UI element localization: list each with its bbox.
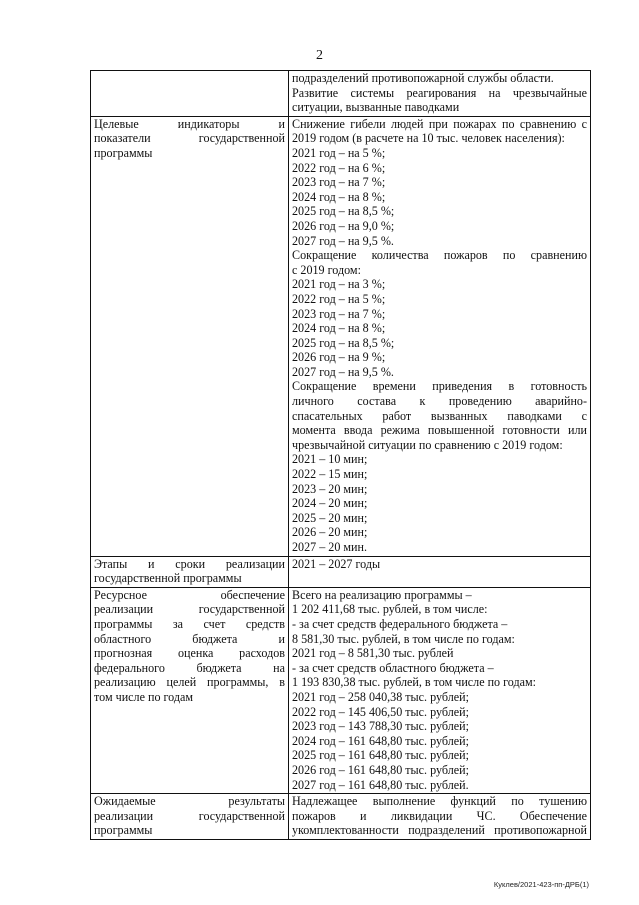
text-line: Ресурсное обеспечение	[94, 587, 285, 602]
text-line: 2026 год – 161 648,80 тыс. рублей;	[292, 762, 469, 777]
text-line: 2023 год – на 7 %;	[292, 306, 386, 321]
text-line: 2022 год – на 5 %;	[292, 291, 386, 306]
text-line: с 2019 годом:	[292, 262, 361, 277]
text-line: Сокращение количества пожаров по сравнению	[292, 248, 587, 263]
text-line: 2021 год – 258 040,38 тыс. рублей;	[292, 689, 469, 704]
text-line: 2021 год – на 5 %;	[292, 145, 386, 160]
text-line: Всего на реализацию программы –	[292, 587, 472, 602]
text-line: программы	[94, 823, 153, 838]
text-line: ситуации, вызванные паводками	[292, 100, 460, 115]
text-line: Целевые индикаторы и	[94, 116, 285, 131]
table-row	[91, 116, 591, 556]
table-row	[91, 794, 591, 840]
table-body	[91, 71, 591, 840]
text-line: Надлежащее выполнение функций по тушению	[292, 794, 587, 809]
text-line: 2026 – 20 мин;	[292, 525, 368, 540]
text-line: - за счет средств федерального бюджета –	[292, 616, 508, 631]
text-line: программы за счет средств	[94, 616, 285, 631]
text-line: 2026 год – на 9,0 %;	[292, 218, 395, 233]
table-row	[91, 587, 591, 793]
text-line: показатели государственной	[94, 131, 285, 146]
text-line: 2027 год – 161 648,80 тыс. рублей.	[292, 777, 469, 792]
text-line: 2024 год – на 8 %;	[292, 321, 386, 336]
text-line: 1 202 411,68 тыс. рублей, в том числе:	[292, 602, 488, 617]
row-label-cell	[91, 587, 289, 793]
text-line: 2021 год – на 3 %;	[292, 277, 386, 292]
text-line: - за счет средств областного бюджета –	[292, 660, 494, 675]
text-line: Этапы и сроки реализации	[94, 556, 285, 571]
text-line: 2024 – 20 мин;	[292, 496, 368, 511]
text-line: пожаров и ликвидации ЧС. Обеспечение	[292, 808, 587, 823]
text-line: областного бюджета и	[94, 631, 285, 646]
text-line: программы	[94, 145, 153, 160]
text-line: 2023 – 20 мин;	[292, 481, 368, 496]
text-line: 2019 годом (в расчете на 10 тыс. человек населения):	[292, 131, 565, 146]
text-line: 2022 – 15 мин;	[292, 467, 368, 482]
text-line: 2025 год – на 8,5 %;	[292, 204, 395, 219]
table-row	[91, 556, 591, 587]
text-line: реализацию целей программы, в	[94, 675, 285, 690]
row-value-cell	[289, 556, 591, 587]
text-line: Снижение гибели людей при пожарах по сравнению с	[292, 116, 587, 131]
text-line: 2021 – 10 мин;	[292, 452, 368, 467]
text-line: спасательных работ вызванных паводками с	[292, 408, 587, 423]
document-code: Куклев/2021-423-пп-ДРБ(1)	[493, 880, 589, 889]
row-label-cell	[91, 71, 289, 117]
text-line: 2027 год – на 9,5 %.	[292, 364, 394, 379]
text-line: реализации государственной	[94, 602, 285, 617]
text-line: 2023 год – 143 788,30 тыс. рублей;	[292, 719, 469, 734]
text-line: момента ввода режима повышенной готовности или	[292, 423, 587, 438]
text-line: Сокращение времени приведения в готовность	[292, 379, 587, 394]
text-line: государственной программы	[94, 571, 242, 586]
program-passport-table	[90, 70, 591, 840]
text-line: 2025 год – 161 648,80 тыс. рублей;	[292, 748, 469, 763]
row-label-cell	[91, 116, 289, 556]
text-line: 1 193 830,38 тыс. рублей, в том числе по годам:	[292, 675, 537, 690]
text-line: прогнозная оценка расходов	[94, 646, 285, 661]
text-line: 2025 год – на 8,5 %;	[292, 335, 395, 350]
text-line: 2023 год – на 7 %;	[292, 175, 386, 190]
text-line: 2021 – 2027 годы	[292, 556, 381, 571]
row-value-cell	[289, 116, 591, 556]
text-line: чрезвычайной ситуации по сравнению с 2019 годом:	[292, 437, 563, 452]
text-line: Развитие системы реагирования на чрезвычайные	[292, 85, 587, 100]
text-line: федерального бюджета на	[94, 660, 285, 675]
row-value-cell	[289, 71, 591, 117]
text-line: 2027 год – на 9,5 %.	[292, 233, 394, 248]
text-line: 2027 – 20 мин.	[292, 540, 368, 554]
text-line: 8 581,30 тыс. рублей, в том числе по годам:	[292, 631, 515, 646]
text-line: укомплектованности подразделений противопожарной	[292, 823, 587, 838]
text-line: 2024 год – 161 648,80 тыс. рублей;	[292, 733, 469, 748]
text-line: 2025 – 20 мин;	[292, 510, 368, 525]
text-line: реализации государственной	[94, 808, 285, 823]
page-number: 2	[316, 48, 323, 63]
text-line: том числе по годам	[94, 689, 194, 704]
text-line: 2022 год – 145 406,50 тыс. рублей;	[292, 704, 469, 719]
text-line: 2021 год – 8 581,30 тыс. рублей	[292, 646, 454, 661]
row-label-cell	[91, 556, 289, 587]
row-value-cell	[289, 794, 591, 840]
text-line: личного состава к проведению аварийно-	[292, 394, 587, 409]
text-line: Ожидаемые результаты	[94, 794, 285, 809]
text-line: 2024 год – на 8 %;	[292, 189, 386, 204]
row-label-cell	[91, 794, 289, 840]
text-line: 2026 год – на 9 %;	[292, 350, 386, 365]
text-line: 2022 год – на 6 %;	[292, 160, 386, 175]
table-row	[91, 71, 591, 117]
row-value-cell	[289, 587, 591, 793]
text-line: подразделений противопожарной службы области.	[292, 71, 554, 85]
